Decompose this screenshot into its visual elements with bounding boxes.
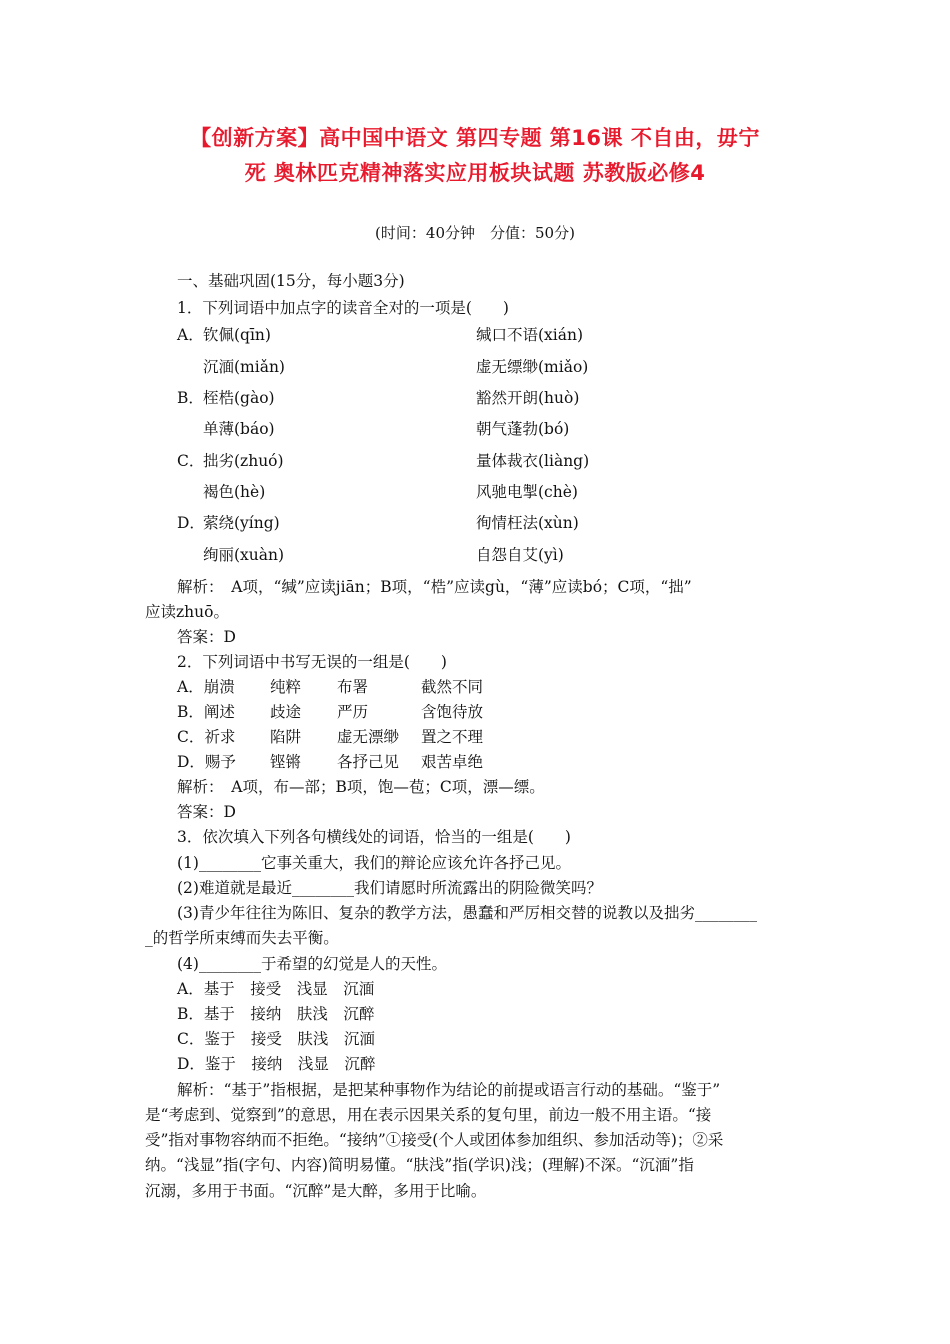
q1-option-d-word-1: 萦绕(yíng) — [203, 514, 280, 532]
document-title-line-2: 死 奥林匹克精神落实应用板块试题 苏教版必修4 — [244, 161, 706, 185]
q1-option-a-word-3: 沉湎(miǎn) — [203, 358, 285, 376]
q2-option-a-word-1: A．崩溃 — [177, 678, 235, 696]
q1-analysis-line-2: 应读zhuō。 — [145, 603, 229, 621]
q2-option-b-word-4: 含饱待放 — [421, 703, 484, 721]
q3-option-b: B．基于 接纳 肤浅 沉醉 — [177, 1005, 375, 1023]
document-title-line-1: 【创新方案】高中国中语文 第四专题 第16课 不自由，毋宁 — [190, 126, 760, 150]
q3-option-a: A．基于 接受 浅显 沉湎 — [177, 980, 375, 998]
q2-option-d-word-2: 铿锵 — [270, 753, 302, 771]
q1-option-b-label: B． — [177, 389, 204, 407]
q2-option-b-word-3: 严历 — [337, 703, 369, 721]
q1-option-c-label: C． — [177, 452, 205, 470]
q1-option-c-word-4: 风驰电掣(chè) — [476, 483, 578, 501]
q3-analysis-line-4: 纳。“浅显”指(字句、内容)简明易懂。“肤浅”指(学识)浅；(理解)不深。“沉湎”指 — [145, 1156, 694, 1174]
q1-option-b-word-1: 桎梏(gào) — [203, 389, 275, 407]
q1-option-b-word-3: 单薄(báo) — [203, 420, 275, 438]
q3-sentence-3-line-1: (3)青少年往往为陈旧、复杂的教学方法，愚蠢和严厉相交替的说教以及拙劣________ — [177, 904, 757, 922]
q1-analysis-line-1: 解析： A项，“缄”应读jiān；B项，“梏”应读gù，“薄”应读bó；C项，“拙” — [177, 578, 692, 596]
q1-option-b-word-4: 朝气蓬勃(bó) — [476, 420, 570, 438]
q1-option-c-word-3: 褐色(hè) — [203, 483, 266, 501]
q3-analysis-line-2: 是“考虑到、觉察到”的意思，用在表示因果关系的复句里，前边一般不用主语。“接 — [145, 1106, 712, 1124]
q2-option-c-word-2: 陷阱 — [270, 728, 302, 746]
question-1-stem: 1．下列词语中加点字的读音全对的一项是( ) — [177, 299, 509, 317]
q3-option-c: C．鉴于 接受 肤浅 沉湎 — [177, 1030, 375, 1048]
q3-analysis-line-1: 解析：“基于”指根据，是把某种事物作为结论的前提或语言行动的基础。“鉴于” — [177, 1081, 721, 1099]
q2-analysis: 解析： A项，布—部；B项，饱—苞；C项，漂—缥。 — [177, 778, 545, 796]
time-and-score: (时间：40分钟 分值：50分) — [375, 224, 575, 242]
q1-option-d-label: D． — [177, 514, 205, 532]
q3-sentence-2: (2)难道就是最近________我们请愿时所流露出的阴险微笑吗？ — [177, 879, 602, 897]
section-heading: 一、基础巩固(15分，每小题3分) — [177, 272, 405, 290]
q2-option-b-word-1: B．阐述 — [177, 703, 235, 721]
q2-option-c-word-3: 虚无漂缈 — [337, 728, 400, 746]
q3-analysis-line-5: 沉溺，多用于书面。“沉醉”是大醉，多用于比喻。 — [145, 1182, 487, 1200]
q1-option-c-word-2: 量体裁衣(liàng) — [476, 452, 590, 470]
q2-option-b-word-2: 歧途 — [270, 703, 302, 721]
q2-option-d-word-4: 艰苦卓绝 — [421, 753, 484, 771]
q3-sentence-1: (1)________它事关重大，我们的辩论应该允许各抒己见。 — [177, 854, 571, 872]
q2-answer: 答案：D — [177, 803, 236, 821]
q3-sentence-4: (4)________于希望的幻觉是人的天性。 — [177, 955, 447, 973]
q1-option-d-word-4: 自怨自艾(yì) — [476, 546, 564, 564]
q1-option-b-word-2: 豁然开朗(huò) — [476, 389, 580, 407]
q1-option-a-label: A． — [177, 326, 204, 344]
q2-option-d-word-3: 各抒己见 — [337, 753, 400, 771]
q2-option-a-word-2: 纯粹 — [270, 678, 302, 696]
q1-option-a-word-1: 钦佩(qīn) — [203, 326, 271, 344]
q3-analysis-line-3: 受”指对事物容纳而不拒绝。“接纳”①接受(个人或团体参加组织、参加活动等)；②采 — [145, 1131, 724, 1149]
q1-option-d-word-2: 徇情枉法(xùn) — [476, 514, 579, 532]
q2-option-d-word-1: D．赐予 — [177, 753, 236, 771]
q2-option-c-word-1: C．祈求 — [177, 728, 236, 746]
q2-option-a-word-4: 截然不同 — [421, 678, 484, 696]
q2-option-a-word-3: 布署 — [337, 678, 369, 696]
q1-option-a-word-2: 缄口不语(xián) — [476, 326, 584, 344]
q2-option-c-word-4: 置之不理 — [421, 728, 484, 746]
q1-option-a-word-4: 虚无缥缈(miǎo) — [476, 358, 589, 376]
question-3-stem: 3．依次填入下列各句横线处的词语，恰当的一组是( ) — [177, 828, 571, 846]
question-2-stem: 2．下列词语中书写无误的一组是( ) — [177, 653, 447, 671]
q3-sentence-3-line-2: _的哲学所束缚而失去平衡。 — [145, 929, 339, 947]
q1-option-c-word-1: 拙劣(zhuó) — [203, 452, 284, 470]
q1-option-d-word-3: 绚丽(xuàn) — [203, 546, 285, 564]
q3-option-d: D．鉴于 接纳 浅显 沉醉 — [177, 1055, 376, 1073]
q1-answer: 答案：D — [177, 628, 236, 646]
